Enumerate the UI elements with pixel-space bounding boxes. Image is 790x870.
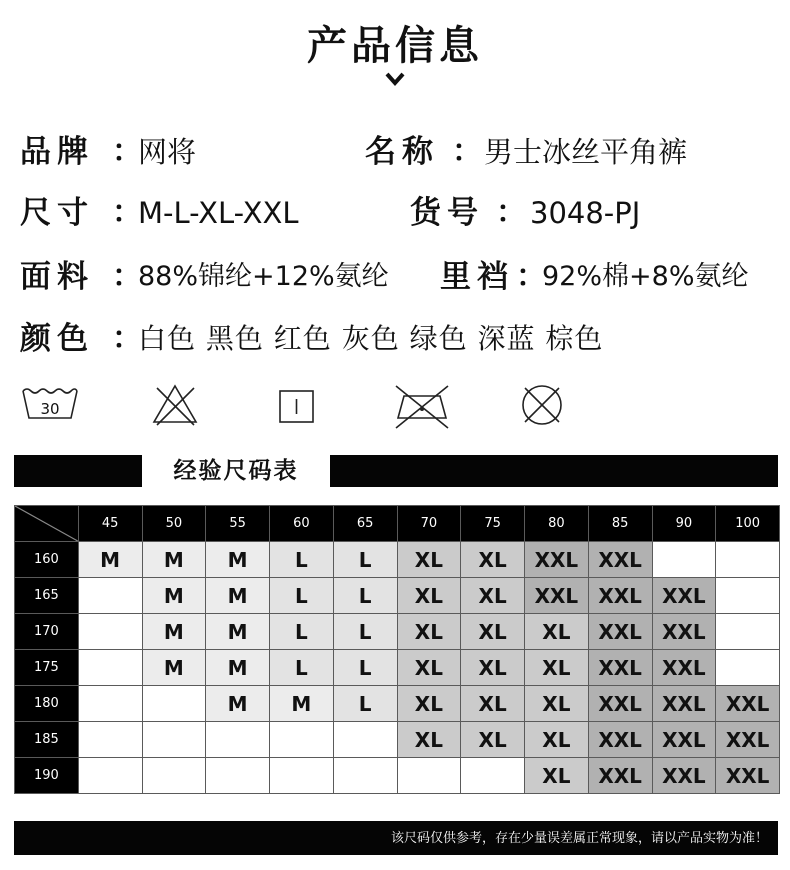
size-cell: XL: [525, 722, 589, 758]
size-cell: XXL: [588, 686, 652, 722]
size-cell: [206, 722, 270, 758]
weight-header-cell: 75: [461, 506, 525, 542]
size-cell: XXL: [652, 650, 716, 686]
item-number-value: 3048-PJ: [530, 196, 641, 230]
brand-value: 网将: [138, 135, 197, 169]
height-header-cell: 185: [15, 722, 79, 758]
size-cell: M: [206, 578, 270, 614]
size-cell: M: [270, 686, 334, 722]
table-row: [15, 614, 780, 650]
weight-header-cell: 85: [588, 506, 652, 542]
weight-header-cell: 70: [397, 506, 461, 542]
size-cell: XL: [461, 722, 525, 758]
size-cell: [78, 578, 142, 614]
table-row: [15, 758, 780, 794]
size-cell: L: [270, 650, 334, 686]
name-label: 名称: [365, 134, 439, 170]
size-cell: M: [206, 614, 270, 650]
size-cell: XXL: [652, 758, 716, 794]
weight-header-cell: 65: [333, 506, 397, 542]
size-cell: XL: [525, 614, 589, 650]
size-cell: L: [333, 686, 397, 722]
color-colon: ：: [112, 321, 142, 356]
size-cell: L: [333, 542, 397, 578]
size-cell: XL: [525, 686, 589, 722]
size-cell: XL: [397, 614, 461, 650]
size-cell: M: [206, 650, 270, 686]
brand-label: 品牌: [20, 134, 94, 170]
name-colon: ：: [452, 134, 482, 169]
no-iron-icon: [392, 382, 452, 430]
size-cell: [716, 542, 780, 578]
size-cell: L: [333, 650, 397, 686]
weight-header-cell: 50: [142, 506, 206, 542]
size-cell: [270, 758, 334, 794]
size-chart-title: 经验尺码表: [142, 455, 330, 487]
size-cell: M: [142, 542, 206, 578]
table-row: [15, 686, 780, 722]
size-cell: XXL: [525, 578, 589, 614]
size-cell: [461, 758, 525, 794]
size-cell: M: [142, 614, 206, 650]
size-cell: L: [270, 614, 334, 650]
size-cell: XXL: [588, 578, 652, 614]
size-cell: XXL: [716, 722, 780, 758]
size-cell: XXL: [588, 542, 652, 578]
height-header-cell: 180: [15, 686, 79, 722]
item-number-colon: ：: [496, 195, 526, 230]
chevron-down-icon: [384, 70, 406, 88]
item-number-label: 货号: [410, 195, 484, 231]
fabric-label: 面料: [20, 259, 94, 295]
size-cell: XXL: [525, 542, 589, 578]
size-cell: [78, 722, 142, 758]
size-cell: XXL: [652, 686, 716, 722]
size-cell: XL: [461, 578, 525, 614]
table-row: [15, 578, 780, 614]
color-label: 颜色: [20, 321, 94, 357]
size-cell: XL: [397, 650, 461, 686]
size-cell: XL: [461, 614, 525, 650]
fabric-value: 88%锦纶+12%氨纶: [138, 261, 389, 292]
line-dry-icon: [277, 382, 317, 426]
height-header-cell: 160: [15, 542, 79, 578]
size-cell: [206, 758, 270, 794]
weight-header-cell: 100: [716, 506, 780, 542]
size-cell: XXL: [652, 614, 716, 650]
size-cell: XL: [461, 542, 525, 578]
size-cell: L: [270, 542, 334, 578]
size-cell: XL: [461, 686, 525, 722]
size-cell: [333, 722, 397, 758]
size-cell: M: [142, 650, 206, 686]
size-cell: [333, 758, 397, 794]
size-value: M-L-XL-XXL: [138, 196, 299, 230]
size-cell: XXL: [716, 686, 780, 722]
weight-header-cell: 55: [206, 506, 270, 542]
size-cell: XXL: [588, 650, 652, 686]
page-title: 产品信息: [307, 23, 483, 69]
size-cell: [78, 650, 142, 686]
size-cell: L: [270, 578, 334, 614]
color-value: 白色 黑色 红色 灰色 绿色 深蓝 棕色: [138, 322, 604, 355]
lining-label: 里裆: [440, 259, 514, 295]
size-cell: XL: [525, 650, 589, 686]
weight-header-cell: 45: [78, 506, 142, 542]
size-cell: XL: [397, 686, 461, 722]
size-cell: XL: [397, 542, 461, 578]
height-header-cell: 165: [15, 578, 79, 614]
footer-note: 该尺码仅供参考，存在少量误差属正常现象，请以产品实物为准！: [390, 831, 768, 846]
size-cell: M: [206, 542, 270, 578]
corner-cell: [15, 506, 79, 542]
size-chart-header-band: [14, 455, 778, 487]
height-header-cell: 190: [15, 758, 79, 794]
size-cell: [716, 650, 780, 686]
wash-30-icon: [20, 382, 80, 426]
brand-colon: ：: [112, 134, 142, 169]
lining-colon: ：: [516, 259, 546, 294]
size-cell: XL: [525, 758, 589, 794]
size-cell: XXL: [652, 578, 716, 614]
size-cell: M: [206, 686, 270, 722]
table-row: [15, 650, 780, 686]
size-cell: [142, 722, 206, 758]
table-row: [15, 722, 780, 758]
size-cell: [142, 686, 206, 722]
size-cell: [716, 578, 780, 614]
no-bleach-icon: [150, 382, 200, 428]
weight-header-cell: 90: [652, 506, 716, 542]
size-cell: XXL: [588, 614, 652, 650]
size-cell: XL: [397, 578, 461, 614]
size-cell: M: [142, 578, 206, 614]
size-chart-table: [14, 505, 780, 794]
size-label: 尺寸: [20, 195, 94, 231]
size-cell: XXL: [588, 758, 652, 794]
size-cell: [397, 758, 461, 794]
lining-value: 92%棉+8%氨纶: [542, 261, 749, 292]
size-cell: XL: [397, 722, 461, 758]
size-cell: [652, 542, 716, 578]
size-cell: [78, 758, 142, 794]
size-cell: [142, 758, 206, 794]
height-header-cell: 175: [15, 650, 79, 686]
height-header-cell: 170: [15, 614, 79, 650]
size-cell: [270, 722, 334, 758]
table-row: [15, 542, 780, 578]
weight-header-cell: 60: [270, 506, 334, 542]
size-cell: XXL: [588, 722, 652, 758]
name-value: 男士冰丝平角裤: [484, 135, 688, 169]
size-cell: M: [78, 542, 142, 578]
size-colon: ：: [112, 195, 142, 230]
size-cell: [716, 614, 780, 650]
size-cell: XXL: [652, 722, 716, 758]
weight-header-row: [15, 506, 780, 542]
size-cell: L: [333, 578, 397, 614]
size-cell: XL: [461, 650, 525, 686]
size-cell: XXL: [716, 758, 780, 794]
no-dryclean-icon: [519, 382, 565, 428]
wash-temp-text: 30: [40, 400, 60, 418]
size-cell: [78, 686, 142, 722]
size-cell: L: [333, 614, 397, 650]
size-cell: [78, 614, 142, 650]
fabric-colon: ：: [112, 259, 142, 294]
weight-header-cell: 80: [525, 506, 589, 542]
